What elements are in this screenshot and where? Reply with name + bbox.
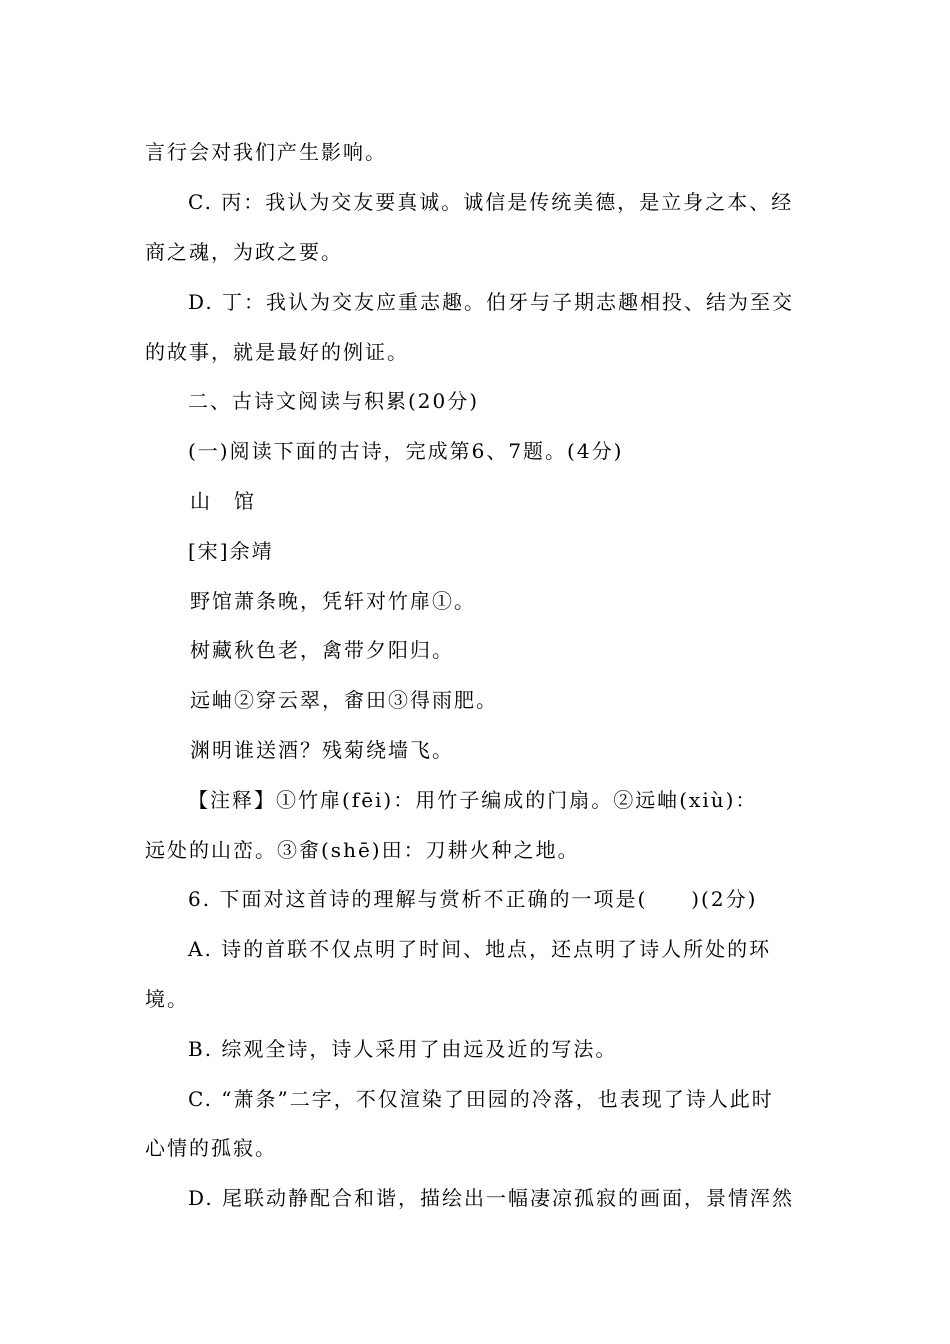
- text-line: 言行会对我们产生影响。: [145, 140, 387, 164]
- poem-line: 树藏秋色老，禽带夕阳归。: [190, 638, 454, 662]
- option-c-line: C. 丙：我认为交友要真诚。诚信是传统美德，是立身之本、经: [188, 190, 794, 214]
- question-6: 6. 下面对这首诗的理解与赏析不正确的一项是( )(2分): [188, 887, 758, 911]
- poem-line: 渊明谁送酒？残菊绕墙飞。: [190, 738, 454, 762]
- poem-line: 远岫②穿云翠，畬田③得雨肥。: [190, 688, 498, 712]
- text-line: 心情的孤寂。: [145, 1136, 277, 1160]
- option-a-line: A. 诗的首联不仅点明了时间、地点，还点明了诗人所处的环: [188, 937, 772, 961]
- annotation-line: 远处的山峦。③畬(shē)田：刀耕火种之地。: [145, 838, 580, 862]
- option-b-line: B. 综观全诗，诗人采用了由远及近的写法。: [188, 1037, 618, 1061]
- text-line: 商之魂，为政之要。: [145, 240, 343, 264]
- poem-author: [宋]余靖: [188, 539, 274, 563]
- option-c-line: C. “萧条”二字，不仅渲染了田园的冷落，也表现了诗人此时: [188, 1087, 774, 1111]
- subsection-heading: (一)阅读下面的古诗，完成第6、7题。(4分): [188, 439, 624, 463]
- text-line: 的故事，就是最好的例证。: [145, 340, 409, 364]
- poem-line: 野馆萧条晚，凭轩对竹扉①。: [190, 589, 476, 613]
- annotation-line: 【注释】①竹扉(fēi)：用竹子编成的门扇。②远岫(xiù)：: [188, 788, 758, 812]
- text-line: 境。: [145, 987, 189, 1011]
- option-d-line: D. 丁：我认为交友应重志趣。伯牙与子期志趣相投、结为至交: [188, 290, 795, 314]
- section-heading: 二、古诗文阅读与积累(20分): [188, 389, 480, 413]
- poem-title: 山 馆: [190, 489, 256, 513]
- option-d-line: D. 尾联动静配合和谐，描绘出一幅凄凉孤寂的画面，景情浑然: [188, 1186, 795, 1210]
